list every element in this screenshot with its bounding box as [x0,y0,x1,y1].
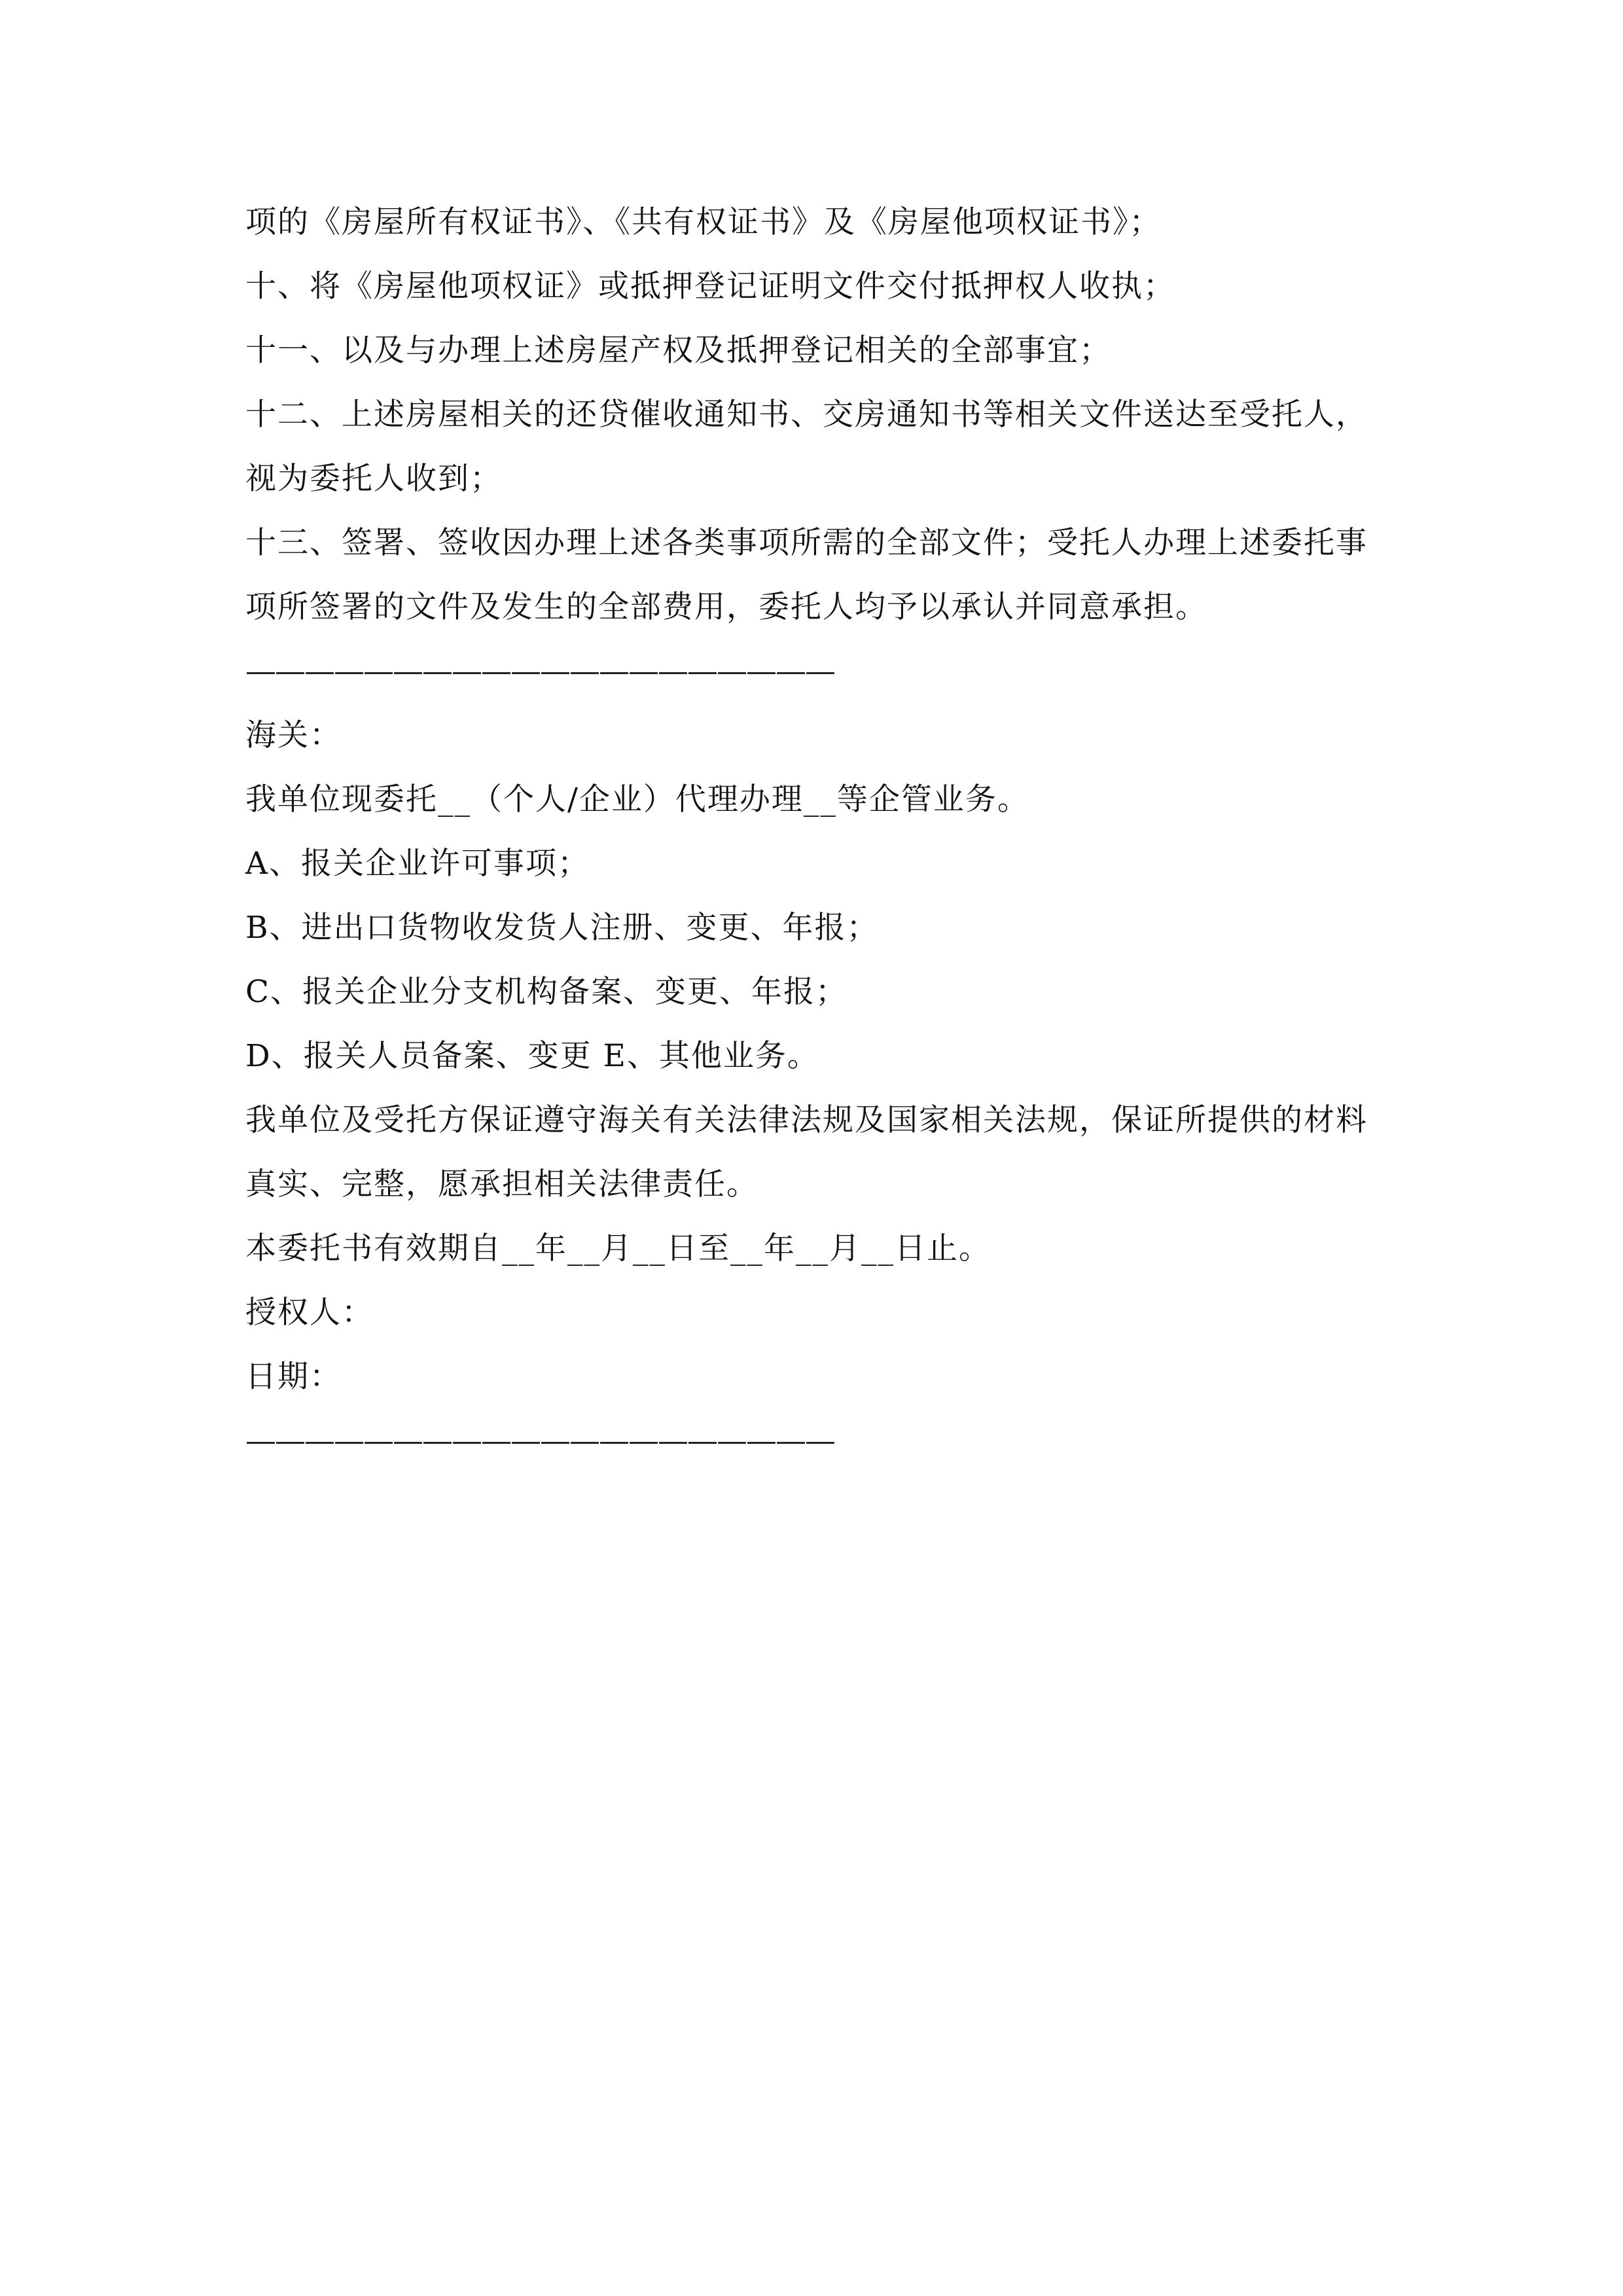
paragraph-line: 我单位及受托方保证遵守海关有关法律法规及国家相关法规，保证所提供的材料 [245,1102,1368,1138]
paragraph-line: 项的《房屋所有权证书》、《共有权证书》及《房屋他项权证书》； [245,204,1162,240]
paragraph-line: 十三、签署、签收因办理上述各类事项所需的全部文件；受托人办理上述委托事 [245,525,1368,561]
document-page [245,203,1397,1486]
separator-line: ———————————————————— [245,653,834,689]
separator-line: ———————————————————— [245,1423,834,1459]
paragraph-line: 十二、上述房屋相关的还贷催收通知书、交房通知书等相关文件送达至受托人， [245,397,1368,433]
paragraph-line: 十一、以及与办理上述房屋产权及抵押登记相关的全部事宜； [245,332,1111,368]
list-item: B、进出口货物收发货人注册、变更、年报； [245,910,879,946]
list-item: D、报关人员备案、变更 E、其他业务。 [245,1038,819,1074]
paragraph-line: 真实、完整，愿承担相关法律责任。 [245,1166,758,1202]
authorizer-label: 授权人： [245,1295,374,1331]
paragraph-line: 项所签署的文件及发生的全部费用，委托人均予以承认并同意承担。 [245,589,1207,625]
validity-period-line: 本委托书有效期自__年__月__日至__年__月__日止。 [245,1230,991,1266]
list-item: C、报关企业分支机构备案、变更、年报； [245,974,847,1010]
list-item: A、报关企业许可事项； [245,846,590,882]
paragraph-line: 十、将《房屋他项权证》或抵押登记证明文件交付抵押权人收执； [245,268,1175,304]
paragraph-line: 视为委托人收到； [245,461,502,497]
addressee-line: 海关： [245,717,342,753]
date-label: 日期： [245,1359,342,1395]
paragraph-line: 我单位现委托__（个人/企业）代理办理__等企管业务。 [245,781,1029,817]
